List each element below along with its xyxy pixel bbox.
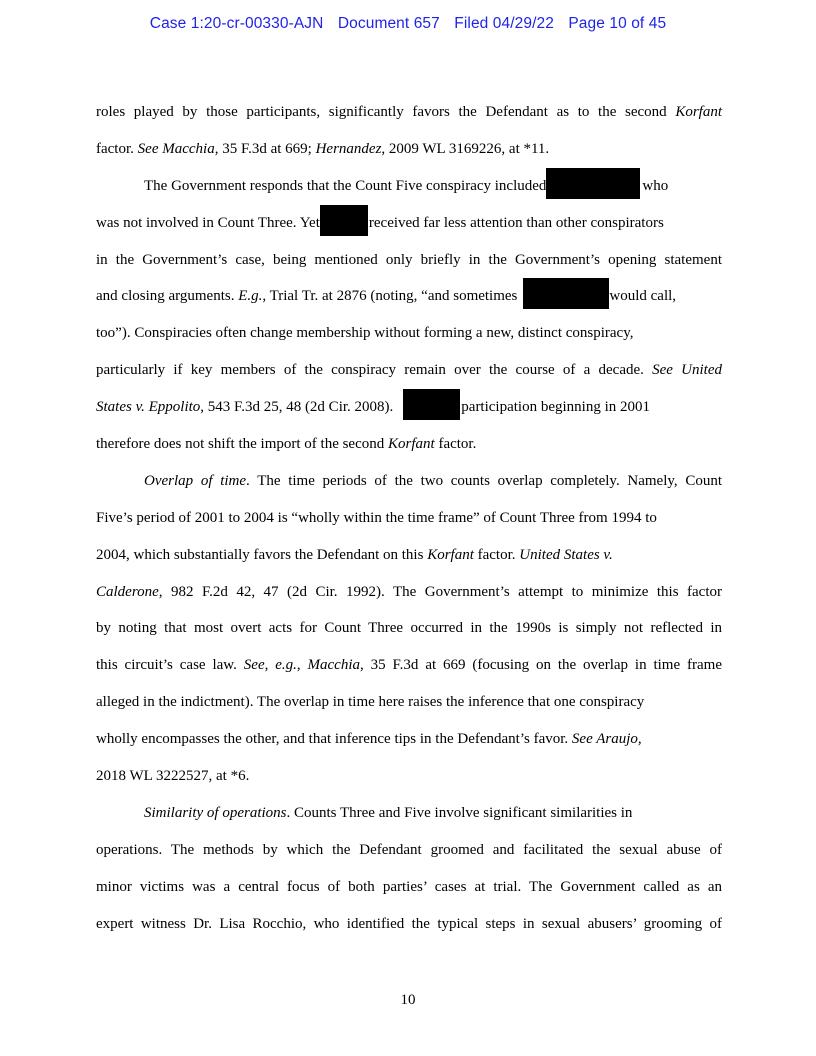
text-line: in the Government’s case, being mentioned only briefly in the Government’s opening statement bbox=[96, 251, 722, 268]
text-line: Similarity of operations. Counts Three and Five involve significant similarities in bbox=[144, 804, 633, 821]
redaction-box bbox=[403, 389, 460, 420]
text-line: 2018 WL 3222527, at *6. bbox=[96, 768, 250, 785]
text-line: and closing arguments. E.g., Trial Tr. at 2876 (noting, “and sometimes would call, bbox=[96, 278, 722, 315]
text-line: Calderone, 982 F.2d 42, 47 (2d Cir. 1992). The Government’s attempt to minimize this factor bbox=[96, 583, 722, 600]
redaction-box bbox=[546, 168, 640, 199]
text-line: this circuit’s case law. See, e.g., Macchia, 35 F.3d at 669 (focusing on the overlap in time frame bbox=[96, 657, 722, 674]
document-body bbox=[96, 94, 722, 942]
page-number: 10 bbox=[400, 992, 416, 1008]
text-line: minor victims was a central focus of both parties’ cases at trial. The Government called as an bbox=[96, 878, 722, 895]
document-number: Document 657 bbox=[337, 15, 440, 32]
filed-date: Filed 04/29/22 bbox=[454, 15, 554, 32]
text-line: therefore does not shift the import of the second Korfant factor. bbox=[96, 436, 477, 453]
filing-header bbox=[0, 15, 816, 33]
text-line: by noting that most overt acts for Count Three occurred in the 1990s is simply not reflected in bbox=[96, 620, 722, 637]
text-line: States v. Eppolito, 543 F.3d 25, 48 (2d Cir. 2008). participation beginning in 2001 bbox=[96, 389, 722, 426]
text-line: Five’s period of 2001 to 2004 is “wholly within the time frame” of Count Three from 1994 to bbox=[96, 509, 657, 526]
text-line: was not involved in Count Three. Yet received far less attention than other conspirators bbox=[96, 205, 722, 242]
case-number: Case 1:20-cr-00330-AJN bbox=[149, 15, 324, 32]
redaction-box bbox=[523, 278, 609, 309]
text-line: Overlap of time. The time periods of the two counts overlap completely. Namely, Count bbox=[144, 472, 722, 489]
page-of-pages: Page 10 of 45 bbox=[568, 15, 667, 32]
text-line: The Government responds that the Count Five conspiracy included who bbox=[96, 168, 722, 205]
text-line: alleged in the indictment). The overlap in time here raises the inference that one conspiracy bbox=[96, 694, 645, 711]
redaction-box bbox=[320, 205, 368, 236]
text-line: too”). Conspiracies often change membership without forming a new, distinct conspiracy, bbox=[96, 325, 634, 342]
text-line: operations. The methods by which the Defendant groomed and facilitated the sexual abuse of bbox=[96, 841, 722, 858]
text-line: 2004, which substantially favors the Defendant on this Korfant factor. United States v. bbox=[96, 546, 613, 563]
text-line: expert witness Dr. Lisa Rocchio, who identified the typical steps in sexual abusers’ grooming of bbox=[96, 915, 722, 932]
text-line: particularly if key members of the conspiracy remain over the course of a decade. See United bbox=[96, 362, 723, 379]
text-line: factor. See Macchia, 35 F.3d at 669; Hernandez, 2009 WL 3169226, at *11. bbox=[96, 140, 550, 157]
text-line: roles played by those participants, significantly favors the Defendant as to the second Korfant bbox=[96, 104, 722, 120]
text-line: wholly encompasses the other, and that inference tips in the Defendant’s favor. See Araujo, bbox=[96, 731, 642, 748]
